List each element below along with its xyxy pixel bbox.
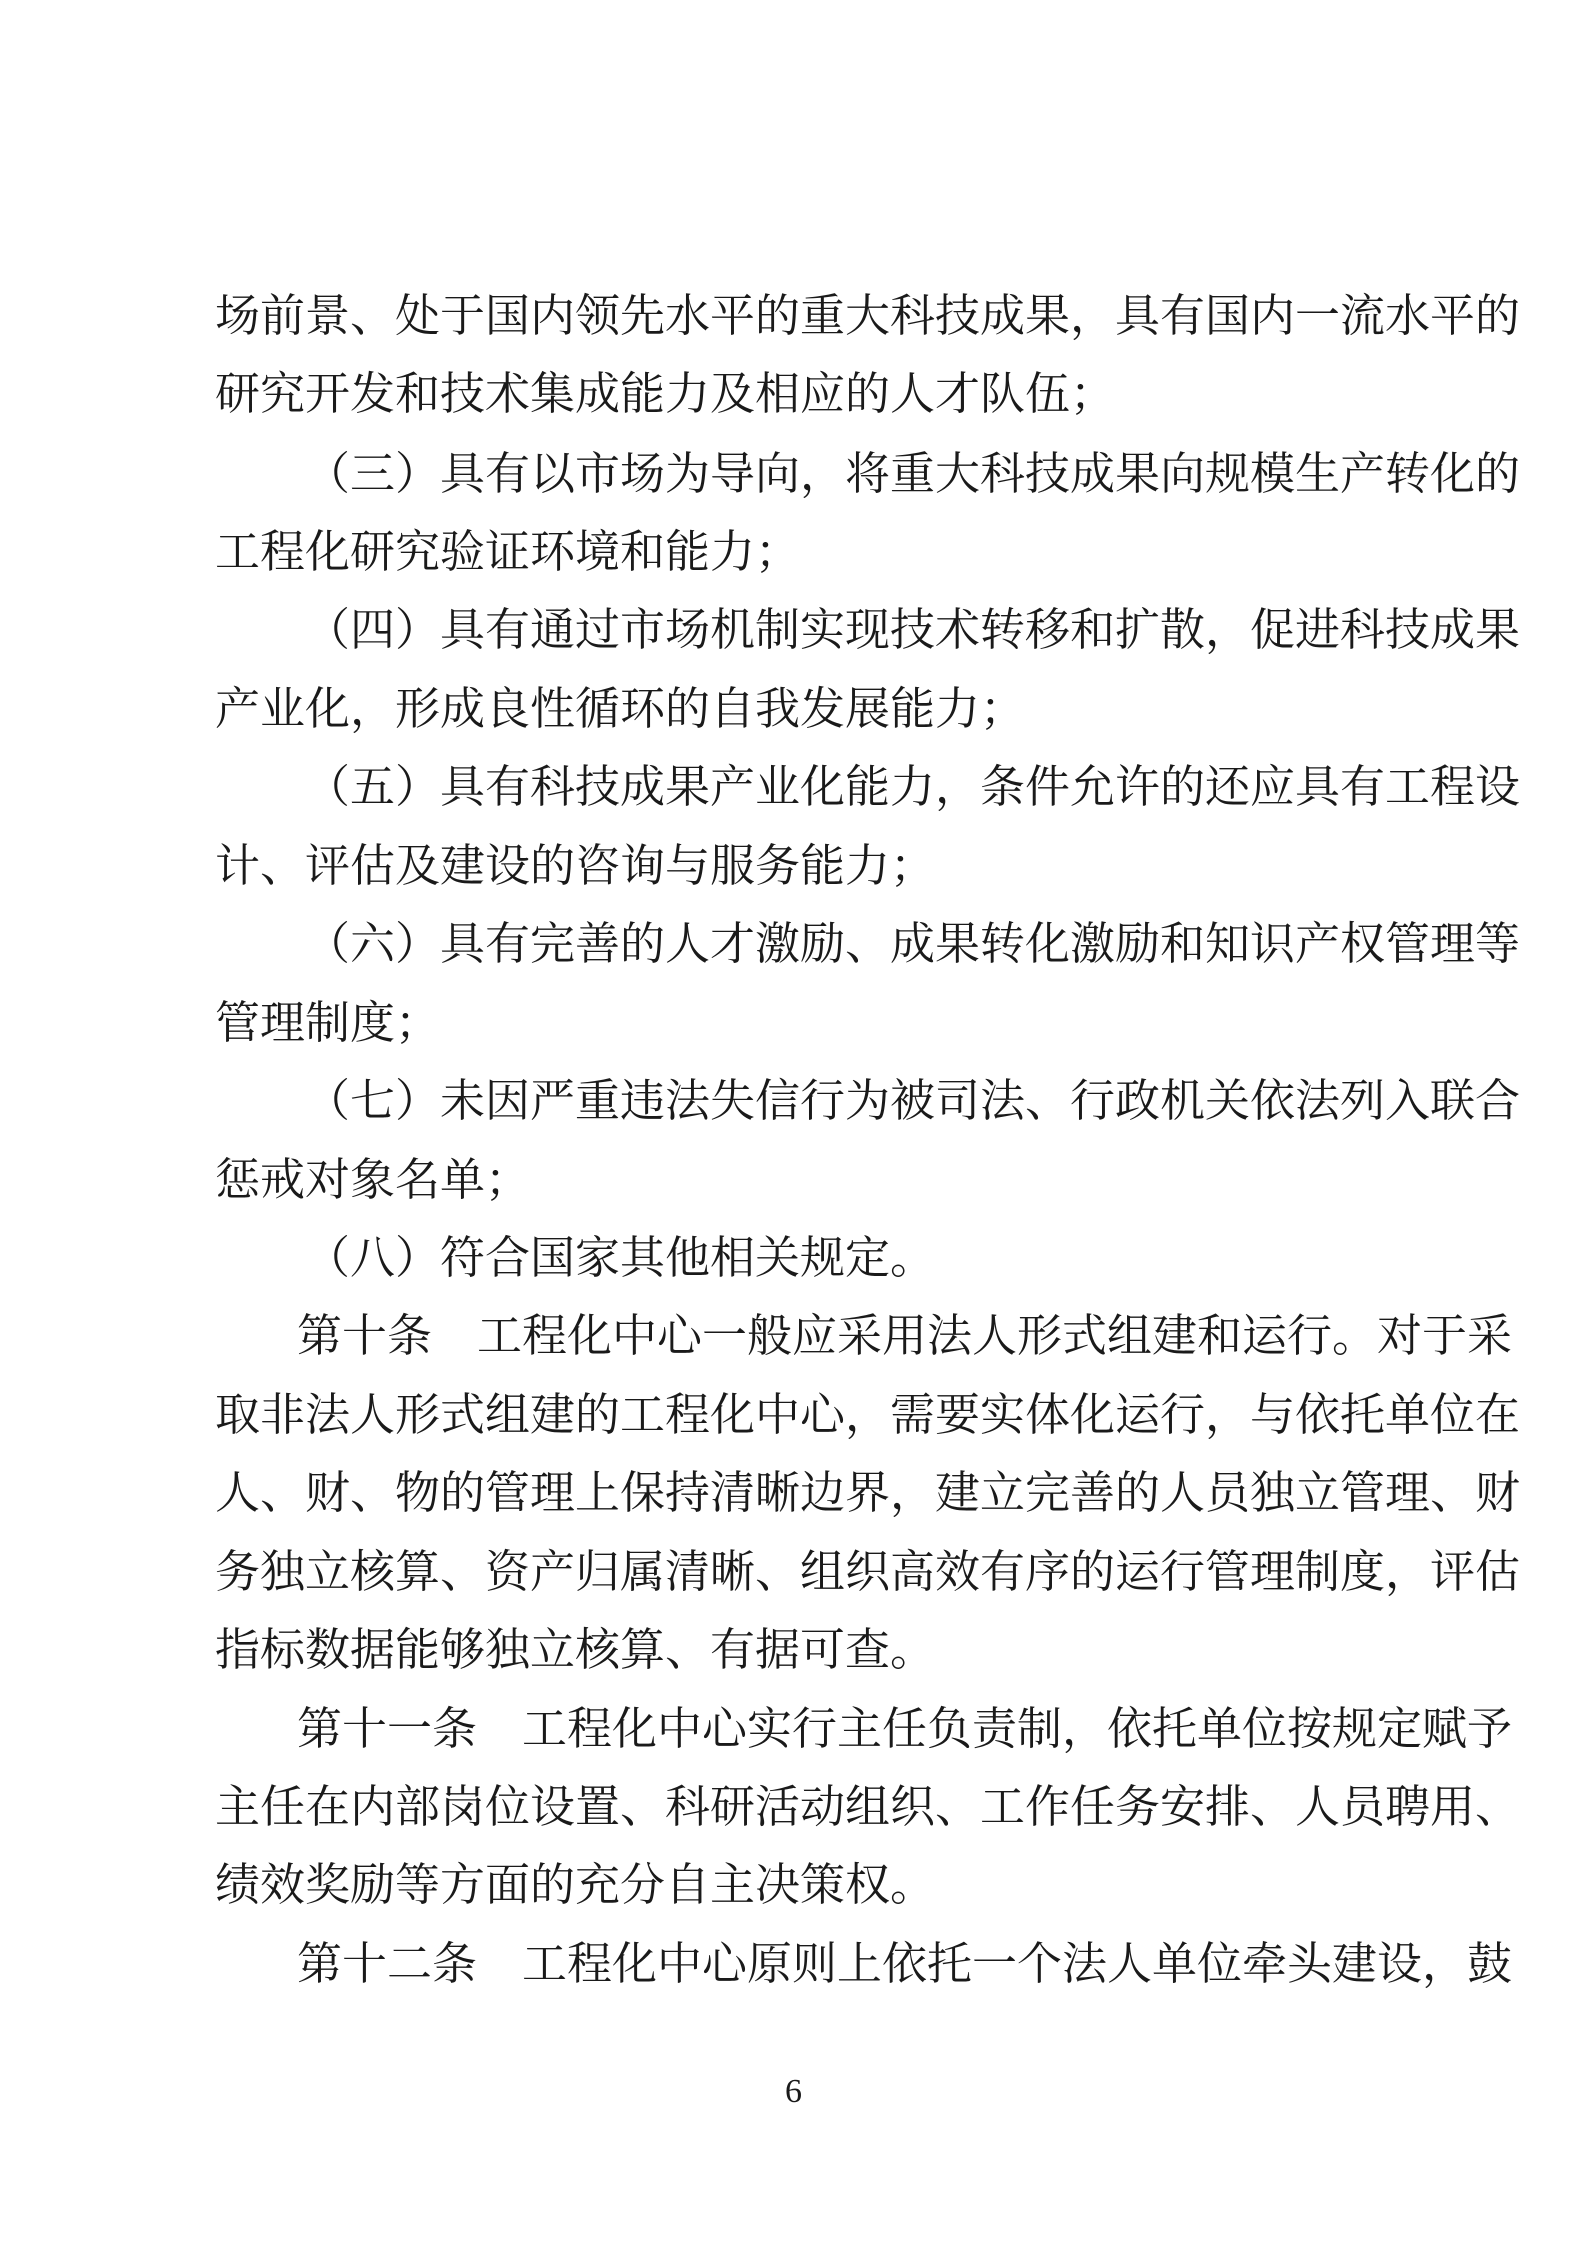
text-line: 人、财、物的管理上保持清晰边界，建立完善的人员独立管理、财 — [215, 1466, 1521, 1519]
article-11-heading: 第十一条 工程化中心实行主任负责制，依托单位按规定赋予 — [297, 1702, 1513, 1755]
text-line: 计、评估及建设的咨询与服务能力； — [215, 839, 936, 892]
text-line: 工程化研究验证环境和能力； — [215, 525, 801, 578]
page-number: 6 — [785, 2073, 802, 2110]
text-line: 指标数据能够独立核算、有据可查。 — [215, 1623, 936, 1676]
list-item-7: （七）未因严重违法失信行为被司法、行政机关依法列入联合 — [305, 1074, 1521, 1127]
text-line: 研究开发和技术集成能力及相应的人才队伍； — [215, 367, 1116, 420]
list-item-5: （五）具有科技成果产业化能力，条件允许的还应具有工程设 — [305, 760, 1521, 813]
article-12-heading: 第十二条 工程化中心原则上依托一个法人单位牵头建设，鼓 — [297, 1937, 1513, 1990]
text-line: 取非法人形式组建的工程化中心，需要实体化运行，与依托单位在 — [215, 1388, 1521, 1441]
text-line: 绩效奖励等方面的充分自主决策权。 — [215, 1858, 936, 1911]
list-item-4: （四）具有通过市场机制实现技术转移和扩散，促进科技成果 — [305, 603, 1521, 656]
list-item-6: （六）具有完善的人才激励、成果转化激励和知识产权管理等 — [305, 917, 1521, 970]
list-item-3: （三）具有以市场为导向，将重大科技成果向规模生产转化的 — [305, 447, 1521, 500]
text-line: 管理制度； — [215, 996, 441, 1049]
text-line: 主任在内部岗位设置、科研活动组织、工作任务安排、人员聘用、 — [215, 1780, 1521, 1833]
text-line: 务独立核算、资产归属清晰、组织高效有序的运行管理制度，评估 — [215, 1545, 1521, 1598]
text-line: 惩戒对象名单； — [215, 1153, 531, 1206]
text-line: 场前景、处于国内领先水平的重大科技成果，具有国内一流水平的 — [215, 289, 1521, 342]
article-10-heading: 第十条 工程化中心一般应采用法人形式组建和运行。对于采 — [297, 1309, 1513, 1362]
list-item-8: （八）符合国家其他相关规定。 — [305, 1231, 936, 1284]
text-line: 产业化，形成良性循环的自我发展能力； — [215, 682, 1026, 735]
